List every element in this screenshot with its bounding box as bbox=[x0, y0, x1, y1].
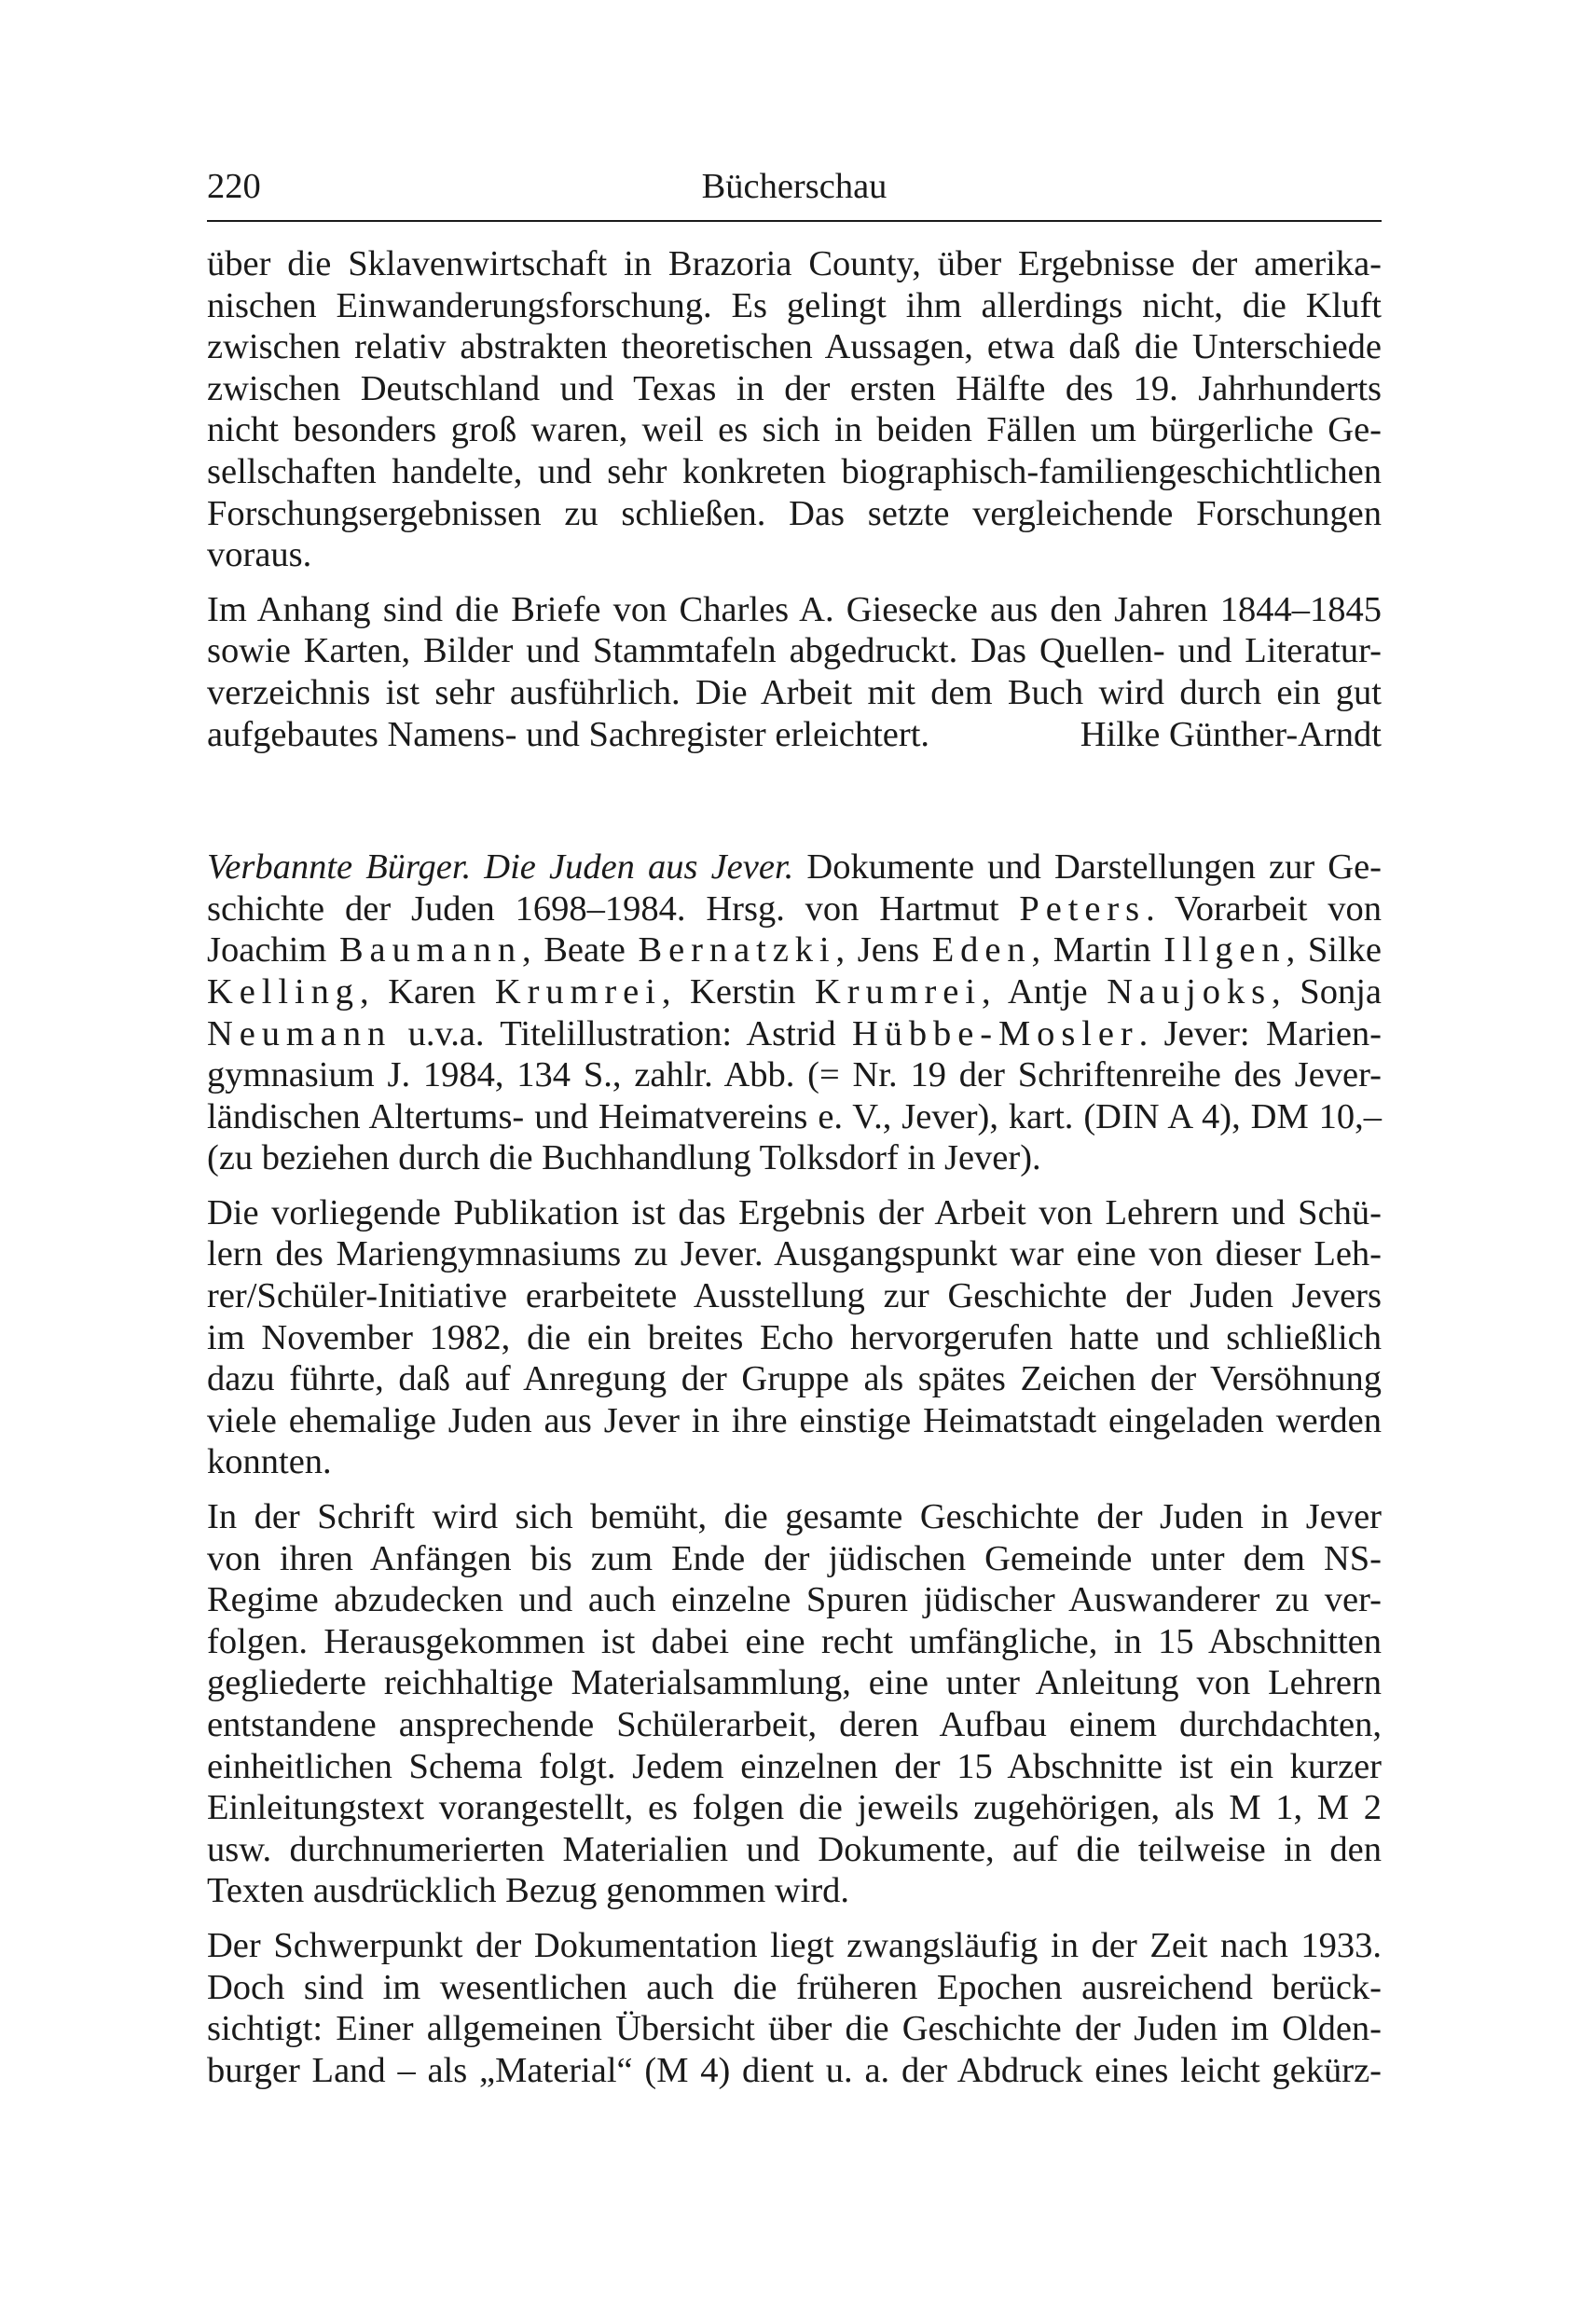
text-line bbox=[207, 971, 1382, 1013]
paragraph-gap bbox=[207, 1912, 1382, 1925]
author-name: Eden bbox=[931, 930, 1032, 970]
text-line: über die Sklavenwirtschaft in Brazoria County, über Ergebnisse der amerika- bbox=[207, 244, 1382, 283]
page-number: 220 bbox=[207, 167, 261, 206]
text-line: Regime abzudecken und auch einzelne Spuren jüdischer Auswanderer zu ver- bbox=[207, 1580, 1382, 1620]
signature-line bbox=[207, 714, 1382, 756]
text-span: , Jens bbox=[835, 930, 932, 970]
text-line: burger Land – als „Material“ (M 4) dient u. a. der Abdruck eines leicht gekürz- bbox=[207, 2050, 1382, 2090]
text-line: dazu führte, daß auf Anregung der Gruppe als spätes Zeichen der Versöhnung bbox=[207, 1359, 1382, 1399]
text-line: entstandene ansprechende Schülerarbeit, deren Aufbau einem durchdachten, bbox=[207, 1705, 1382, 1744]
author-name: Bernatzki bbox=[638, 930, 836, 970]
text-line bbox=[207, 1013, 1382, 1055]
text-line: im November 1982, die ein breites Echo hervorgerufen hatte und schließlich bbox=[207, 1317, 1382, 1357]
text-line: aufgebautes Namens- und Sachregister erleichtert. bbox=[207, 714, 930, 754]
text-line: konnten. bbox=[207, 1442, 332, 1482]
author-name: Krumrei bbox=[494, 971, 662, 1012]
text-line: gymnasium J. 1984, 134 S., zahlr. Abb. (= Nr. 19 der Schriftenreihe des Jever- bbox=[207, 1055, 1382, 1095]
text-line: nicht besonders groß waren, weil es sich in beiden Fällen um bürgerliche Ge- bbox=[207, 410, 1382, 450]
text-span: , Beate bbox=[522, 930, 639, 970]
author-name: Baumann bbox=[338, 930, 522, 970]
author-name: Kelling bbox=[207, 971, 360, 1012]
page bbox=[207, 166, 1383, 2090]
review1-paragraph-2 bbox=[207, 589, 1382, 755]
book-title: Verbannte Bürger. Die Juden aus Jever. bbox=[207, 847, 794, 888]
text-span: Joachim bbox=[207, 930, 339, 970]
text-span: . Jever: Marien- bbox=[1138, 1013, 1382, 1053]
text-line: zwischen relativ abstrakten theoretischen Aussagen, etwa daß die Unterschiede bbox=[207, 327, 1382, 367]
text-line bbox=[207, 888, 1382, 930]
text-line: Einleitungstext vorangestellt, es folgen die jeweils zugehörigen, als M 1, M 2 bbox=[207, 1788, 1382, 1828]
text-line: Doch sind im wesentlichen auch die früheren Epochen ausreichend berück- bbox=[207, 1967, 1382, 2007]
text-line: (zu beziehen durch die Buchhandlung Tolksdorf in Jever). bbox=[207, 1138, 1041, 1178]
text-line: sellschaften handelte, und sehr konkreten biographisch-familiengeschichtlichen bbox=[207, 451, 1382, 491]
text-line: Forschungsergebnissen zu schließen. Das setzte vergleichende Forschungen bbox=[207, 493, 1382, 533]
text-line: sowie Karten, Bilder und Stammtafeln abgedruckt. Das Quellen- und Literatur- bbox=[207, 631, 1382, 671]
header-rule bbox=[207, 220, 1382, 222]
text-line: Die vorliegende Publikation ist das Ergebnis der Arbeit von Lehrern und Schü- bbox=[207, 1192, 1382, 1232]
review2-paragraph-3 bbox=[207, 1925, 1382, 2091]
paragraph-gap bbox=[207, 576, 1382, 589]
text-line bbox=[207, 929, 1382, 971]
text-line: Der Schwerpunkt der Dokumentation liegt zwangsläufig in der Zeit nach 1933. bbox=[207, 1925, 1382, 1965]
text-line: Im Anhang sind die Briefe von Charles A. Giesecke aus den Jahren 1844–1845 bbox=[207, 589, 1382, 629]
page-header bbox=[207, 166, 1382, 209]
text-line: In der Schrift wird sich bemüht, die gesamte Geschichte der Juden in Jever bbox=[207, 1497, 1382, 1537]
text-line: gegliederte reichhaltige Materialsammlung, eine unter Anleitung von Lehrern bbox=[207, 1663, 1382, 1703]
paragraph-gap bbox=[207, 1179, 1382, 1192]
reviewer-name: Hilke Günther-Arndt bbox=[1080, 714, 1382, 754]
text-span: u.v.a. Titelillustration: Astrid bbox=[392, 1013, 852, 1053]
page-body bbox=[207, 243, 1382, 2091]
text-line: folgen. Herausgekommen ist dabei eine recht umfängliche, in 15 Abschnitten bbox=[207, 1621, 1382, 1661]
author-name: Neumann bbox=[207, 1013, 392, 1053]
paragraph-gap bbox=[207, 1483, 1382, 1496]
running-title: Bücherschau bbox=[701, 167, 887, 206]
text-line: einheitlichen Schema folgt. Jedem einzelnen der 15 Abschnitte ist ein kurzer bbox=[207, 1746, 1382, 1786]
text-span: . Vorarbeit von bbox=[1146, 888, 1383, 929]
review2-paragraph-2 bbox=[207, 1496, 1382, 1912]
text-span: schichte der Juden 1698–1984. Hrsg. von Hartmut bbox=[207, 888, 1020, 929]
text-line: verzeichnis ist sehr ausführlich. Die Arbeit mit dem Buch wird durch ein gut bbox=[207, 672, 1382, 712]
text-span: , Antje bbox=[981, 971, 1108, 1012]
review1-paragraph-1 bbox=[207, 243, 1382, 576]
text-line: Texten ausdrücklich Bezug genommen wird. bbox=[207, 1871, 850, 1911]
text-span: , Sonja bbox=[1272, 971, 1382, 1012]
author-name: Krumrei bbox=[815, 971, 982, 1012]
text-line: lern des Mariengymnasiums zu Jever. Ausgangspunkt war eine von dieser Leh- bbox=[207, 1234, 1382, 1274]
author-name: Naujoks bbox=[1107, 971, 1273, 1012]
text-line: rer/Schüler-Initiative erarbeitete Ausstellung zur Geschichte der Juden Jevers bbox=[207, 1276, 1382, 1316]
text-line: von ihren Anfängen bis zum Ende der jüdischen Gemeinde unter dem NS- bbox=[207, 1538, 1382, 1578]
text-line bbox=[207, 846, 1382, 888]
text-line: ländischen Altertums- und Heimatvereins e. V., Jever), kart. (DIN A 4), DM 10,– bbox=[207, 1096, 1382, 1136]
text-line: sichtigt: Einer allgemeinen Übersicht über die Geschichte der Juden im Olden- bbox=[207, 2009, 1382, 2049]
review2-paragraph-1 bbox=[207, 1192, 1382, 1483]
text-span: Dokumente und Darstellungen zur Ge- bbox=[806, 847, 1383, 888]
text-line: voraus. bbox=[207, 535, 312, 575]
section-gap bbox=[207, 755, 1382, 846]
text-line: zwischen Deutschland und Texas in der ersten Hälfte des 19. Jahrhunderts bbox=[207, 368, 1382, 408]
text-span: , Karen bbox=[360, 971, 495, 1012]
author-name: Illgen bbox=[1163, 930, 1286, 970]
text-span: , Kerstin bbox=[661, 971, 816, 1012]
text-span: , Martin bbox=[1031, 930, 1164, 970]
bibliographic-entry bbox=[207, 846, 1382, 1179]
text-line: usw. durchnumerierten Materialien und Dokumente, auf die teilweise in den bbox=[207, 1829, 1382, 1869]
editor-name: Peters bbox=[1019, 888, 1147, 929]
text-line: viele ehemalige Juden aus Jever in ihre einstige Heimatstadt eingeladen werden bbox=[207, 1400, 1382, 1440]
text-span: , Silke bbox=[1286, 930, 1382, 970]
text-line: nischen Einwanderungsforschung. Es gelingt ihm allerdings nicht, die Kluft bbox=[207, 285, 1382, 325]
illustrator-name: Hübbe-Mosler bbox=[851, 1013, 1139, 1053]
